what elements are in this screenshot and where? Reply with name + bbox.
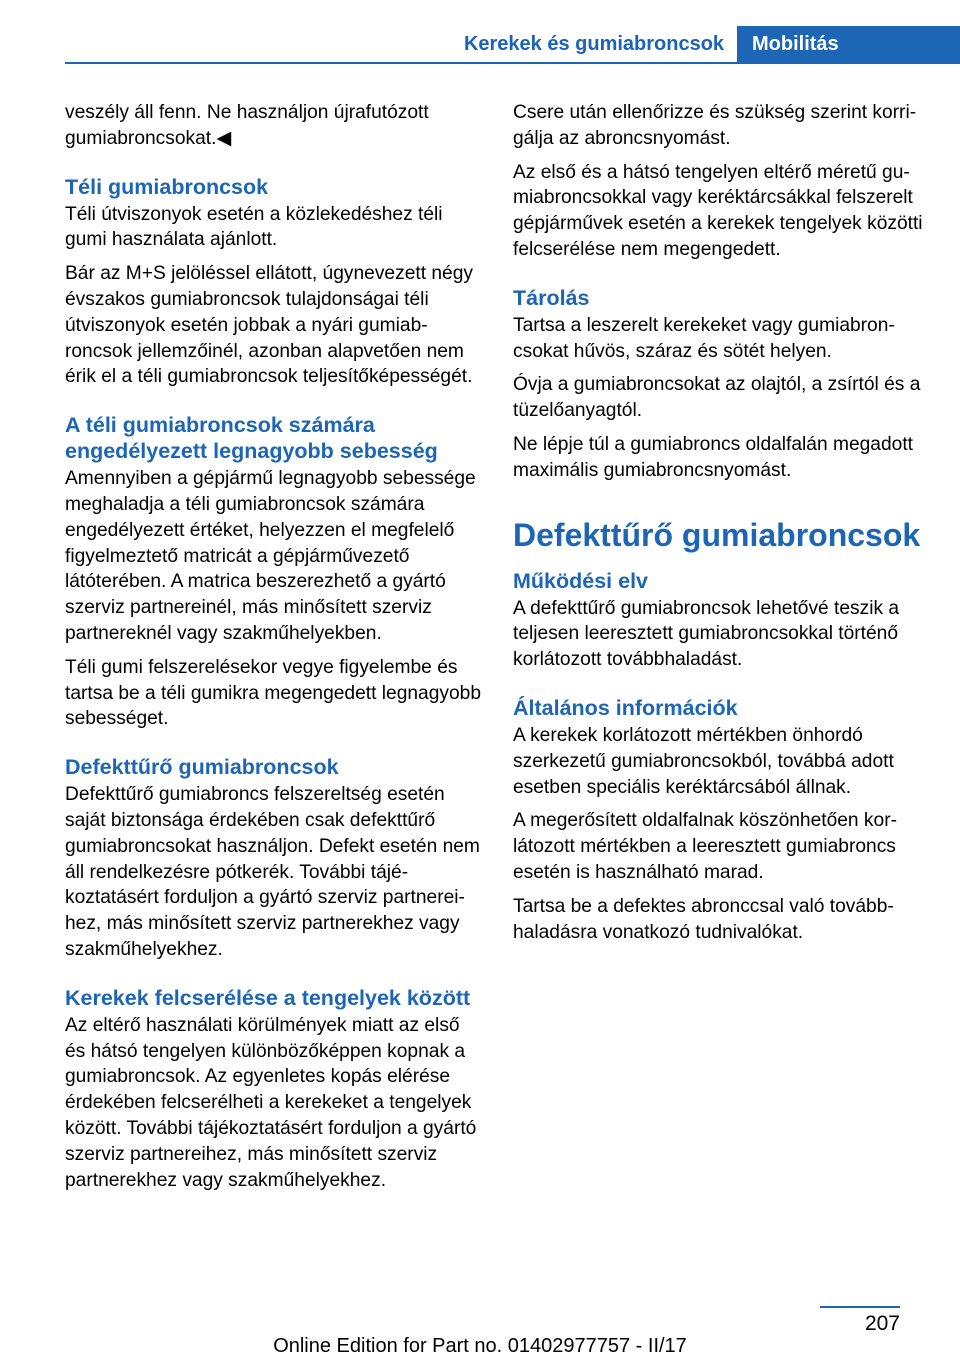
right-column — [513, 100, 933, 953]
left-column — [65, 100, 485, 1201]
paragraph: A kerekek korlátozott mértékben önhordó szerkezetű gumiabroncsokból, továbbá adott esetben speciális keréktárcsából állnak. — [513, 724, 894, 798]
heading-legnagyobb-sebesseg: A téli gumiabroncsok számára engedélyezett legnagyobb sebesség — [65, 413, 438, 464]
paragraph: Óvja a gumiabroncsokat az olajtól, a zsírtól és a tüzelőanyagtól. — [513, 374, 921, 422]
edition-footer: Online Edition for Part no. 01402977757 - II/17 — [273, 1335, 687, 1357]
paragraph: A defekttűrő gumiabroncsok lehetővé teszik a teljesen leeresztett gumiabroncsokkal történő korlátozott továbbhaladást. — [513, 597, 900, 671]
paragraph: Amennyiben a gépjármű legnagyobb sebessége meghaladja a téli gumiabroncsok számára engedélyezett értéket, helyezzen el megfelelő figyelmeztető matricát a gépjárművezető látóterében. A matrica beszerezhető a gyártó szerviz partnereinél, más minősített szerviz partnereknél vagy szakműhelyekben. — [65, 468, 476, 644]
page-header — [0, 0, 960, 62]
heading-tarolas: Tárolás — [513, 285, 590, 310]
paragraph: A megerősített oldalfalnak köszönhetően korlátozott mértékben a leeresztett gumiabroncs esetén is használható marad. — [513, 810, 897, 883]
page-number: 207 — [864, 1312, 900, 1335]
header-section-title: Kerekek és gumiabroncsok — [463, 32, 725, 55]
heading-defektturo-gumiabroncsok: Defekttűrő gumiabroncsok — [65, 755, 339, 780]
chapter-heading-defektturo: Defekttűrő gumiabroncsok — [513, 516, 921, 553]
paragraph: Az eltérő használati körülmények miatt az első és hátsó tengelyen különbözőképpen kopnak a gumiabroncsok. Az egyenletes kopás elérése érdekében felcserélheti a kerekeket a tengelyek között. További tájékoztatásért forduljon a gyártó szerviz partnereihez, más minősített szerviz partnerekhez vagy szakműhelyekhez. — [65, 1014, 477, 1191]
paragraph: veszély áll fenn. Ne használjon újrafutózott gumiabroncsokat.◀ — [65, 102, 429, 149]
heading-mukodesi-elv: Működési elv — [513, 568, 649, 593]
paragraph: Az első és a hátsó tengelyen eltérő méretű gumiabroncsokkal vagy keréktárcsákkal felszerelt gépjárművek esetén a kerekek tengelyek közötti felcserélése nem megengedett. — [513, 161, 923, 260]
paragraph: Defekttűrő gumiabroncs felszereltség esetén saját biztonsága érdekében csak defekttűrő gumiabroncsokat használjon. Defekt esetén nem áll rendelkezésre pótkerék. További tájékoztatásért forduljon a gyártó szerviz partnereihez, más minősített szerviz partnerekhez vagy szakműhelyekhez. — [65, 784, 480, 960]
heading-teli-gumiabroncsok: Téli gumiabroncsok — [65, 174, 269, 199]
paragraph: Tartsa be a defektes abronccsal való továbbhaladásra vonatkozó tudnivalókat. — [513, 895, 894, 943]
paragraph: Bár az M+S jelöléssel ellátott, úgynevezett négy évszakos gumiabroncsok tulajdonságai téli útviszonyok esetén jobbak a nyári gumiabroncsok jellemzőinél, azonban alapvetően nem érik el a téli gumiabroncsok teljesítőképességét. — [65, 263, 473, 388]
paragraph: Csere után ellenőrizze és szükség szerint korrigálja az abroncsnyomást. — [513, 102, 917, 149]
paragraph: Tartsa a leszerelt kerekeket vagy gumiabroncsokat hűvös, száraz és sötét helyen. — [513, 314, 895, 362]
paragraph: Téli útviszonyok esetén a közlekedéshez téli gumi használata ajánlott. — [65, 203, 443, 251]
paragraph: Ne lépje túl a gumiabroncs oldalfalán megadott maximális gumiabroncsnyomást. — [513, 433, 913, 481]
header-chapter-tab: Mobilitás — [737, 26, 960, 62]
heading-kerekek-felcserelese: Kerekek felcserélése a tengelyek között — [65, 985, 471, 1010]
heading-altalanos-informaciok: Általános információk — [513, 695, 738, 720]
paragraph: Téli gumi felszerelésekor vegye figyelembe és tartsa be a téli gumikra megengedett legnagyobb sebességet. — [65, 656, 481, 730]
header-rule — [65, 62, 960, 64]
footer-rule — [820, 1306, 900, 1308]
